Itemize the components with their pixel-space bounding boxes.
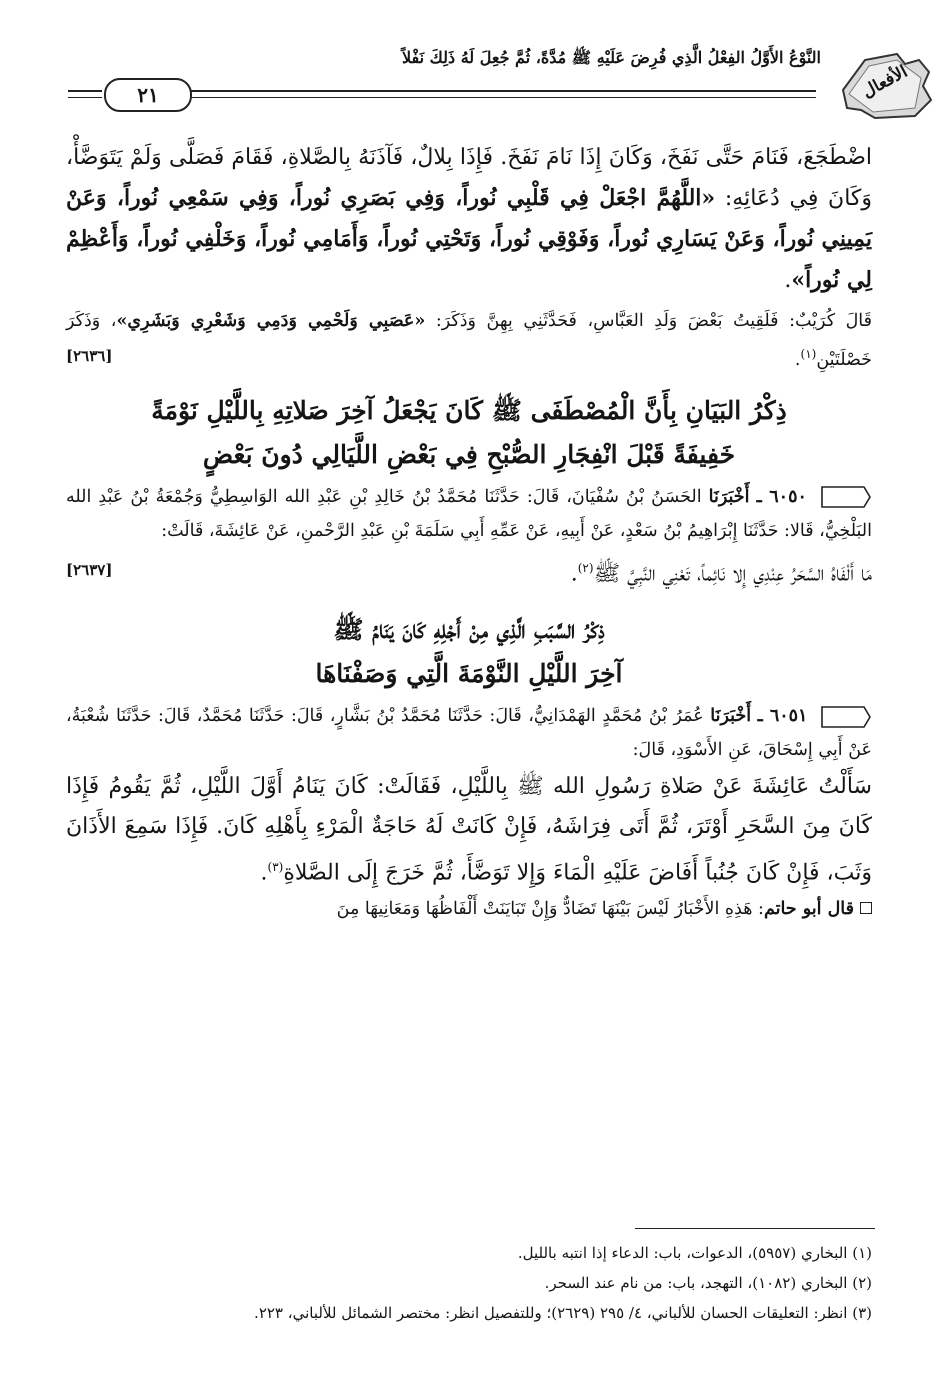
running-title: النَّوْعُ الأَوَّلُ الفِعْلُ الَّذِي فُرِضَ عَلَيْهِ ﷺ مُدَّةً، ثُمَّ جُعِلَ لَهُ ذَلِكَ نَفْلاً (402, 48, 821, 67)
footnote: (٢) البخاري (١٠٨٢)، التهجد، باب: من نام عند السحر. (544, 1274, 872, 1292)
header-rule (68, 97, 102, 98)
heading-line: آخِرَ اللَّيْلِ النَّوْمَةَ الَّتِي وَصَفْنَاهَا (315, 659, 623, 689)
heading-line: ذِكْرُ البَيَانِ بِأَنَّ الْمُصْطَفَى ﷺ كَانَ يَجْعَلُ آخِرَ صَلاتِهِ بِاللَّيْلِ نَوْمَةً (151, 395, 787, 425)
matn-text: سَأَلْتُ عَائِشَةَ عَنْ صَلاةِ رَسُولِ الله ﷺ بِاللَّيْلِ، فَقَالَتْ: كَانَ يَنَامُ أَوَّلَ اللَّيْلِ، ثُمَّ يَقُومُ فَإِذَا كَانَ مِنَ السَّحَرِ أَوْتَرَ، ثُمَّ أَتَى فِرَاشَهُ، فَإِنْ كَانَتْ لَهُ حَاجَةٌ الْمَرْءِ بِأَهْلِهِ كَانَ. فَإِذَا سَمِعَ الأَذَانَ وَثَبَ، فَإِنْ كَانَ جُنُباً أَفَاضَ عَلَيْهِ الْمَاءَ وَإِلا تَوَضَّأَ، ثُمَّ خَرَجَ إِلَى الصَّلاةِ (66, 774, 872, 886)
hadith-reference: [٢٦٣٧] (66, 560, 113, 579)
footnote: (١) البخاري (٥٩٥٧)، الدعوات، باب: الدعاء إذا انتبه بالليل. (517, 1244, 872, 1262)
hadith-matn: مَا أَلْفَاهُ السَّحَرُ عِنْدِي إِلا نَائِماً، تَعْنِي النَّبِيَّ ﷺ$^{(٢)}$. [٢٦٣٧] (66, 548, 872, 594)
supplication-text: «اللَّهُمَّ اجْعَلْ فِي قَلْبِي نُوراً، وَفِي بَصَرِي نُوراً، وَفِي سَمْعِي نُوراً، وَعَنْ يَمِينِي نُوراً، وَعَنْ يَسَارِي نُوراً، وَفَوْقِي نُوراً، وَتَحْتِي نُوراً، وَأَمَامِي نُوراً، وَخَلْفِي نُوراً، وَأَعْظِمْ لِي نُوراً» (66, 185, 872, 293)
footnote-marker: (٢) (577, 560, 594, 575)
commentary (66, 893, 872, 926)
hadith-isnad (66, 700, 872, 767)
text: اضْطَجَعَ، فَنَامَ حَتَّى نَفَخَ، وَكَانَ إِذَا نَامَ نَفَخَ. فَإِذَا بِلالٌ، فَآذَنَهُ بِالصَّلاةِ، فَقَامَ فَصَلَّى وَلَمْ يَتَوَضَّأْ، وَكَانَ فِي دُعَائِهِ: (66, 145, 872, 211)
footnote-separator (635, 1228, 875, 1229)
isnad-text: الحَسَنُ بْنُ سُفْيَانَ، قَالَ: حَدَّثَنَا مُحَمَّدُ بْنُ خَالِدِ بْنِ عَبْدِ الله الوَاسِطِيُّ وَجُمْعَةُ بْنُ عَبْدِ الله البَلْخِيُّ، قَالا: حَدَّثَنَا إِبْرَاهِيمُ بْنُ سَعْدٍ، عَنْ أَبِيهِ، عَنْ عَمِّهِ أَبِي سَلَمَةَ بْنِ عَبْدِ الرَّحْمنِ، عَنْ عَائِشَةَ، قَالَتْ: (66, 486, 872, 541)
square-bullet-icon (860, 902, 872, 914)
chapter-badge-label: الأفعال (858, 61, 912, 103)
section-heading (66, 608, 872, 696)
header-rule (190, 90, 816, 92)
footnote-marker: (١) (800, 347, 817, 361)
commentator-name: قال أبو حاتم (763, 899, 854, 920)
text: ، وَذَكَرَ خَصْلَتَيْنِ (66, 311, 872, 370)
akhbarana-word: أَخْبَرَنَا (708, 486, 750, 507)
heading-line: ذِكْرُ السَّبَبِ الَّذِي مِنْ أَجْلِهِ كَانَ يَنَامُ ﷺ (333, 615, 605, 645)
hadith-number: ٦٠٥١ ـ (757, 706, 808, 727)
heading-line: خَفِيفَةً قَبْلَ انْفِجَارِ الصُّبْحِ فِي بَعْضِ اللَّيَالِي دُونَ بَعْضٍ (202, 439, 736, 469)
header-rule (68, 90, 102, 92)
akhbarana-word: أَخْبَرَنَا (710, 706, 752, 727)
hadith-matn: سَأَلْتُ عَائِشَةَ عَنْ صَلاةِ رَسُولِ الله ﷺ بِاللَّيْلِ، فَقَالَتْ: كَانَ يَنَامُ أَوَّلَ اللَّيْلِ، ثُمَّ يَقُومُ فَإِذَا كَانَ مِنَ السَّحَرِ أَوْتَرَ، ثُمَّ أَتَى فِرَاشَهُ، فَإِنْ كَانَتْ لَهُ حَاجَةٌ الْمَرْءِ بِأَهْلِهِ كَانَ. فَإِذَا سَمِعَ الأَذَانَ وَثَبَ، فَإِنْ كَانَ جُنُباً أَفَاضَ عَلَيْهِ الْمَاءَ وَإِلا تَوَضَّأَ، ثُمَّ خَرَجَ إِلَى الصَّلاةِ$^{(٣)}$. (66, 774, 872, 886)
hadith-isnad (66, 481, 872, 548)
paragraph: قَالَ كُرَيْبٌ: فَلَقِيتُ بَعْضَ وَلَدِ العَبَّاسِ، فَحَدَّثَنِي بِهِنَّ وَذَكَرَ: «عَصَبِي وَلَحْمِي وَدَمِي وَشَعْرِي وَبَشَرِي»، وَذَكَرَ خَصْلَتَيْنِ$^{(١)}$. [٢٦٣٦] (66, 305, 872, 377)
fasl-marker-icon (820, 483, 872, 511)
fasl-marker-icon (820, 703, 872, 731)
main-text (66, 138, 872, 926)
page-number: ٢١ (104, 78, 192, 112)
paragraph (66, 138, 872, 301)
isnad-text: عُمَرُ بْنُ مُحَمَّدٍ الهَمْدَانِيُّ، قَالَ: حَدَّثَنَا مُحَمَّدُ بْنُ بَشَّارٍ، قَالَ: حَدَّثَنَا مُحَمَّدٌ، قَالَ: حَدَّثَنَا شُعْبَةُ، عَنْ أَبِي إِسْحَاقَ، عَنِ الأَسْوَدِ، قَالَ: (66, 706, 872, 761)
footnote: (٣) انظر: التعليقات الحسان للألباني، ٤/ ٢٩٥ (٢٦٢٩)؛ وللتفصيل انظر: مختصر الشمائل للألباني، ٢٢٣. (254, 1304, 872, 1322)
commentary-text: : هَذِهِ الأَخْبَارُ لَيْسَ بَيْنَهَا تَضَادٌّ وَإِنْ تَبَايَنَتْ أَلْفَاظُهَا وَمَعَانِيهَا مِنَ (336, 899, 764, 920)
footnotes (66, 1238, 872, 1328)
text: . (784, 268, 792, 293)
text: قَالَ كُرَيْبٌ: فَلَقِيتُ بَعْضَ وَلَدِ العَبَّاسِ، فَحَدَّثَنِي بِهِنَّ وَذَكَرَ: (435, 311, 872, 331)
quoted-text: «عَصَبِي وَلَحْمِي وَدَمِي وَشَعْرِي وَبَشَرِي» (116, 311, 426, 331)
matn-text: مَا أَلْفَاهُ السَّحَرُ عِنْدِي إِلا نَائِماً، تَعْنِي النَّبِيَّ ﷺ (593, 561, 872, 587)
header-rule (190, 97, 816, 98)
hadith-reference: [٢٦٣٦] (66, 347, 113, 365)
hadith-number: ٦٠٥٠ ـ (756, 486, 807, 507)
section-heading (66, 389, 872, 477)
footnote-marker: (٣) (267, 860, 284, 875)
